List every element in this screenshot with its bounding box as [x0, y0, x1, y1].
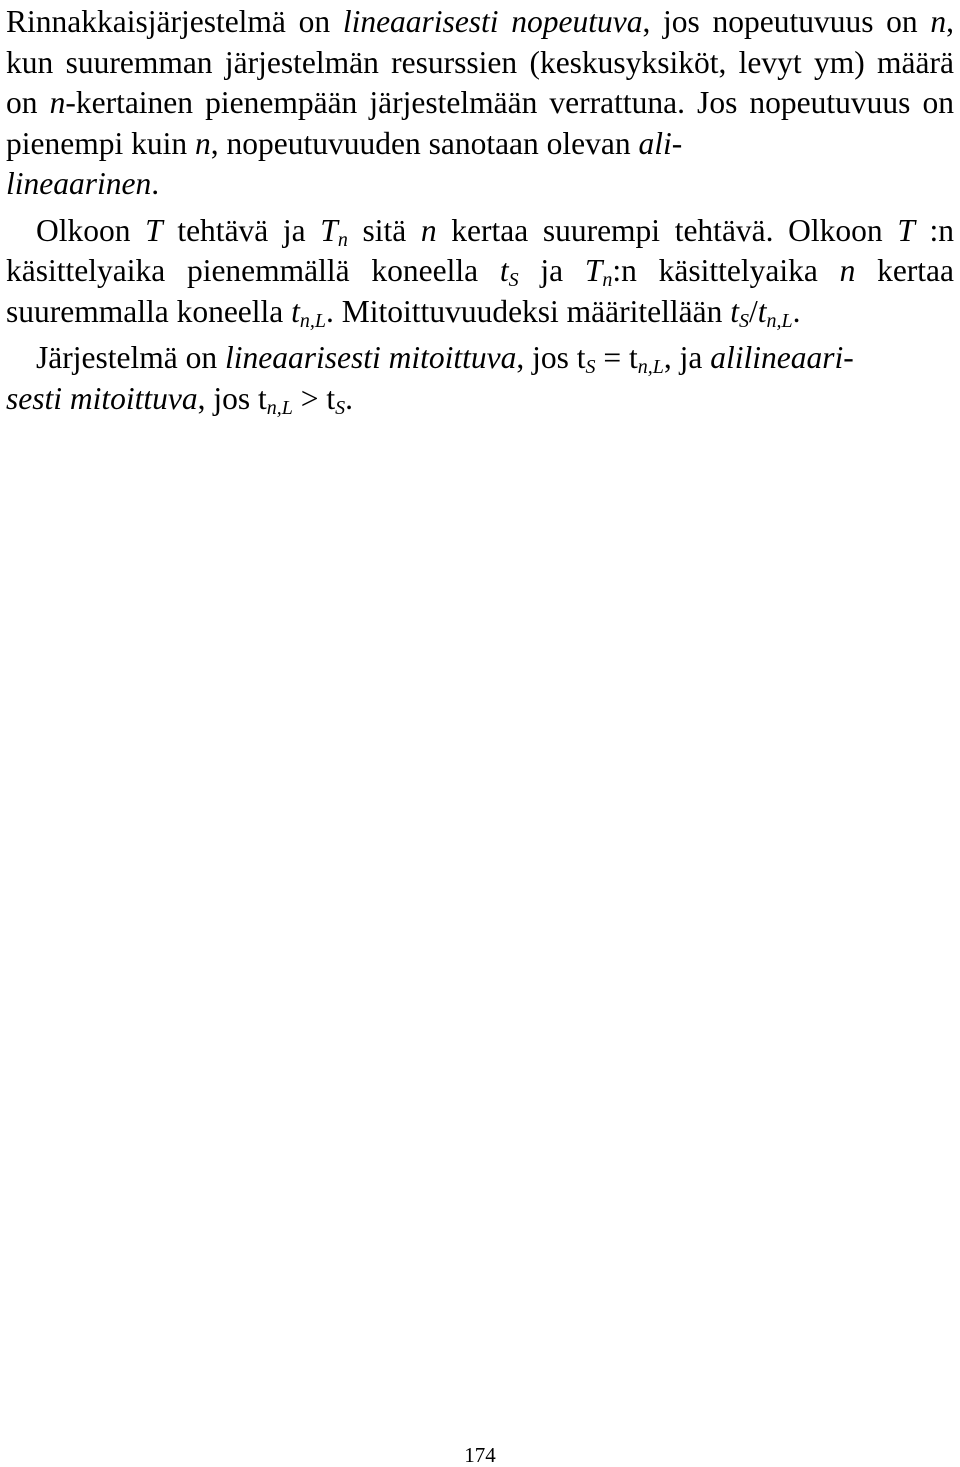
text-run: :n käsittelyaika pienemmällä koneella [6, 212, 954, 288]
math-subscript: S [585, 356, 596, 378]
text-run: , jos t [516, 340, 586, 375]
text-run: Järjestelmä on [36, 340, 225, 375]
term-sublinear-scaleup-part2: sesti mitoittuva [6, 380, 198, 416]
math-var-n: n [194, 125, 211, 161]
paragraph-linear-scaleup [6, 338, 954, 419]
math-var-T: T [145, 212, 163, 248]
text-run: Olkoon [36, 212, 146, 248]
text-run: , ja [663, 340, 711, 375]
math-base: t [499, 253, 509, 288]
math-var-n: n [930, 4, 947, 39]
text-run: sitä [347, 212, 421, 248]
text-run: , jos nopeutuvuus on [642, 4, 931, 39]
text-run: :n käsittelyaika [612, 253, 840, 288]
paragraph-linear-speedup [6, 2, 954, 205]
term-sublinear-part2: lineaarinen [6, 166, 152, 201]
math-T-sub-n [320, 212, 348, 251]
text-run: , jos t [197, 380, 267, 416]
math-t-sub-S [499, 253, 519, 291]
math-subscript: n [602, 269, 613, 291]
text-run: Rinnakkaisjärjestelmä on [6, 4, 343, 39]
term-linear-speedup: lineaarisesti nopeutuva [342, 4, 643, 39]
text-run: , nopeutuvuuden sanotaan olevan [210, 125, 639, 161]
math-subscript: S [738, 309, 749, 332]
math-base: t [730, 293, 739, 329]
math-base: t [757, 293, 767, 329]
page-number: 174 [464, 1443, 496, 1467]
math-subscript: S [335, 396, 346, 419]
term-sublinear-part1: ali- [638, 125, 683, 161]
term-linear-scaleup: lineaarisesti mitoittuva [224, 340, 517, 375]
math-var-n: n [49, 85, 66, 120]
math-subscript: n,L [637, 356, 664, 378]
term-sublinear-scaleup-part1: alilineaari- [710, 340, 854, 375]
math-base: T [320, 212, 338, 248]
math-var-n: n [839, 253, 856, 288]
text-run: . [345, 380, 354, 416]
text-run: . [151, 166, 160, 201]
math-var-T: T [897, 212, 915, 248]
math-subscript: S [508, 269, 519, 291]
math-t-sub-nL [291, 293, 327, 332]
text-run: > t [292, 380, 336, 416]
math-subscript: n,L [766, 309, 793, 332]
math-subscript: n,L [266, 396, 293, 419]
text-run: tehtävä ja [162, 212, 321, 248]
document-page [6, 0, 954, 419]
math-t-sub-nL [757, 293, 793, 332]
math-t-sub-S [730, 293, 749, 332]
math-slash: / [748, 293, 758, 329]
text-run: = t [595, 340, 638, 375]
math-subscript: n [337, 228, 348, 251]
text-run: . Mitoittuvuudeksi määritellään [326, 293, 731, 329]
text-run: , kun suuremman järjestelmän resurssien (keskusyksiköt, levyt ym) määrä on [6, 4, 954, 120]
text-run: . [792, 293, 801, 329]
text-run: ja [518, 253, 585, 288]
math-T-sub-n [584, 253, 613, 291]
text-run: kertaa suurempi tehtävä. Olkoon [436, 212, 898, 248]
paragraph-scaleup-definition [6, 211, 954, 333]
math-var-n: n [420, 212, 437, 248]
math-base: t [291, 293, 300, 329]
math-subscript: n,L [299, 309, 327, 332]
text-run: -kertainen pienempään järjestelmään verrattuna. Jos nopeutuvuus on pienempi kuin [6, 85, 955, 161]
math-base: T [584, 253, 603, 288]
text-run: kertaa suuremmalla koneella [6, 253, 954, 329]
